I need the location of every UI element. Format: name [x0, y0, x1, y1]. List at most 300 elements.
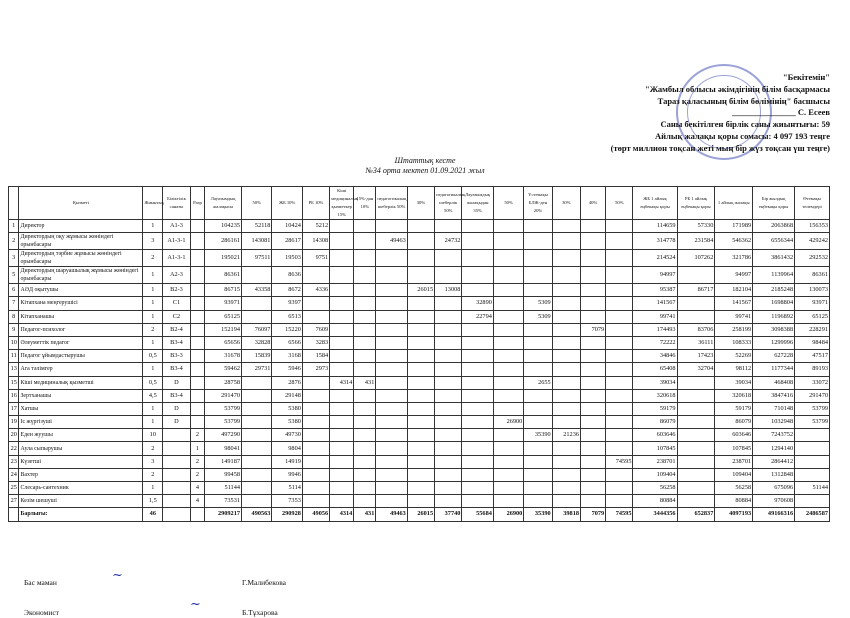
table-cell — [354, 336, 376, 349]
table-cell — [581, 220, 606, 233]
economist-label: Экономист — [24, 608, 59, 617]
table-cell — [606, 220, 633, 233]
table-cell: 2909217 — [205, 508, 242, 521]
table-cell — [581, 402, 606, 415]
table-cell — [606, 233, 633, 250]
table-cell — [435, 220, 462, 233]
table-cell — [606, 310, 633, 323]
table-cell — [302, 402, 329, 415]
table-cell — [493, 482, 523, 495]
table-cell — [407, 416, 434, 429]
table-cell — [302, 442, 329, 455]
table-cell: 2655 — [524, 376, 552, 389]
table-cell: 7609 — [302, 323, 329, 336]
table-cell: 39034 — [633, 376, 677, 389]
table-cell — [354, 363, 376, 376]
table-cell: 497290 — [205, 429, 242, 442]
table-cell — [190, 220, 205, 233]
table-cell — [524, 323, 552, 336]
table-cell: 4 — [190, 495, 205, 508]
table-cell: 4336 — [302, 284, 329, 297]
table-cell — [407, 250, 434, 267]
table-cell: 3283 — [302, 336, 329, 349]
table-cell — [190, 297, 205, 310]
table-cell — [462, 220, 493, 233]
table-cell: 108333 — [715, 336, 753, 349]
table-cell — [302, 468, 329, 481]
column-header: Біліктілік санаты — [163, 187, 190, 220]
table-cell: 35390 — [524, 429, 552, 442]
table-cell — [677, 402, 715, 415]
table-row — [9, 350, 830, 363]
table-cell: 49056 — [302, 508, 329, 521]
table-cell — [581, 416, 606, 429]
table-cell — [677, 442, 715, 455]
table-cell — [524, 495, 552, 508]
table-cell: 0,5 — [143, 376, 163, 389]
table-cell — [493, 376, 523, 389]
table-cell: 25 — [9, 482, 19, 495]
table-cell: 32890 — [462, 297, 493, 310]
position-cell: Слесарь-сантехник — [19, 482, 143, 495]
table-cell — [302, 429, 329, 442]
table-cell — [581, 429, 606, 442]
table-cell — [581, 468, 606, 481]
table-cell: 49166316 — [753, 508, 795, 521]
table-cell: 26900 — [493, 508, 523, 521]
table-cell — [330, 442, 354, 455]
table-cell: 15839 — [242, 350, 272, 363]
approval-line: Айлық жалақы қоры сомасы: 4 097 193 теңге — [655, 130, 830, 141]
table-cell: 5946 — [272, 363, 302, 376]
table-cell — [407, 482, 434, 495]
table-cell — [354, 310, 376, 323]
position-cell: Іс жүргізуші — [19, 416, 143, 429]
table-cell: 4314 — [330, 376, 354, 389]
table-cell — [376, 455, 407, 468]
table-cell — [330, 267, 354, 284]
table-cell — [552, 220, 580, 233]
table-cell: 8636 — [272, 267, 302, 284]
table-cell: 74595 — [606, 508, 633, 521]
table-cell — [524, 482, 552, 495]
total-row — [9, 508, 830, 521]
table-cell: 4097193 — [715, 508, 753, 521]
table-cell — [354, 350, 376, 363]
table-cell: А1-3 — [163, 220, 190, 233]
table-row — [9, 455, 830, 468]
table-cell: 86715 — [205, 284, 242, 297]
table-cell — [462, 416, 493, 429]
table-cell — [493, 495, 523, 508]
table-cell — [524, 220, 552, 233]
table-cell — [462, 284, 493, 297]
table-cell: 76097 — [242, 323, 272, 336]
table-cell: 603646 — [715, 429, 753, 442]
table-cell: 4314 — [330, 508, 354, 521]
table-row — [9, 220, 830, 233]
table-cell — [354, 455, 376, 468]
table-cell — [581, 389, 606, 402]
table-cell — [242, 468, 272, 481]
table-cell — [524, 416, 552, 429]
table-cell: 26015 — [407, 284, 434, 297]
table-cell — [435, 350, 462, 363]
table-cell: 51144 — [205, 482, 242, 495]
table-cell — [493, 250, 523, 267]
table-cell — [552, 468, 580, 481]
approval-line: Тараз қаласының білім бөлімінің" басшысы — [657, 95, 830, 106]
table-cell: 65125 — [795, 310, 830, 323]
table-cell: 171989 — [715, 220, 753, 233]
table-cell — [376, 442, 407, 455]
table-cell: 98112 — [715, 363, 753, 376]
table-cell — [376, 376, 407, 389]
table-cell: 99741 — [715, 310, 753, 323]
table-cell — [677, 495, 715, 508]
table-row — [9, 336, 830, 349]
table-cell: 47517 — [795, 350, 830, 363]
table-cell — [376, 250, 407, 267]
table-cell: 80884 — [633, 495, 677, 508]
table-cell — [493, 323, 523, 336]
table-cell: 490563 — [242, 508, 272, 521]
table-cell: 28617 — [272, 233, 302, 250]
table-cell — [677, 376, 715, 389]
table-cell — [677, 267, 715, 284]
table-cell — [677, 297, 715, 310]
table-cell — [376, 310, 407, 323]
table-cell — [330, 310, 354, 323]
table-cell — [435, 267, 462, 284]
table-cell — [435, 363, 462, 376]
table-cell: 1,5 — [143, 495, 163, 508]
position-cell: Күзетші — [19, 455, 143, 468]
table-row — [9, 233, 830, 250]
table-cell: 3847416 — [753, 389, 795, 402]
table-cell — [163, 468, 190, 481]
table-cell — [462, 376, 493, 389]
table-cell: 2185248 — [753, 284, 795, 297]
table-cell — [462, 455, 493, 468]
position-cell: Хатшы — [19, 402, 143, 415]
table-cell — [435, 336, 462, 349]
table-cell — [407, 310, 434, 323]
table-cell: 94997 — [715, 267, 753, 284]
table-cell: 1584 — [302, 350, 329, 363]
table-cell — [242, 429, 272, 442]
table-cell — [407, 363, 434, 376]
position-cell: Вахтер — [19, 468, 143, 481]
table-cell: В3-4 — [163, 363, 190, 376]
table-cell: 33072 — [795, 376, 830, 389]
table-cell — [302, 455, 329, 468]
table-cell: 10424 — [272, 220, 302, 233]
table-cell: D — [163, 416, 190, 429]
table-cell — [795, 442, 830, 455]
table-cell: 652837 — [677, 508, 715, 521]
table-row — [9, 442, 830, 455]
table-cell: 28758 — [205, 376, 242, 389]
table-cell — [435, 376, 462, 389]
table-cell: 97511 — [242, 250, 272, 267]
table-cell: 320618 — [633, 389, 677, 402]
position-cell: Аула сыпырушы — [19, 442, 143, 455]
column-header: 50% — [493, 187, 523, 220]
table-cell — [407, 389, 434, 402]
table-cell: 7353 — [272, 495, 302, 508]
table-cell — [354, 297, 376, 310]
table-cell — [581, 455, 606, 468]
table-cell — [354, 402, 376, 415]
document-title — [0, 156, 850, 176]
table-cell: 1698804 — [753, 297, 795, 310]
table-cell — [552, 376, 580, 389]
table-cell — [190, 323, 205, 336]
table-cell: 59179 — [633, 402, 677, 415]
column-header: Кіші медициналық қызметкер 15% — [330, 187, 354, 220]
table-cell — [462, 363, 493, 376]
table-cell — [302, 482, 329, 495]
table-cell: 3444356 — [633, 508, 677, 521]
table-cell — [581, 442, 606, 455]
table-cell: 1196892 — [753, 310, 795, 323]
table-cell: 431 — [354, 376, 376, 389]
column-header: ЖБ 1 айлық еңбекақы қоры — [633, 187, 677, 220]
table-cell — [242, 389, 272, 402]
table-cell: С2 — [163, 310, 190, 323]
table-cell — [606, 267, 633, 284]
table-cell: 98041 — [205, 442, 242, 455]
table-cell: 1 — [143, 220, 163, 233]
position-cell: Педагог-психолог — [19, 323, 143, 336]
table-cell: 290928 — [272, 508, 302, 521]
table-cell: 31678 — [205, 350, 242, 363]
table-cell — [581, 495, 606, 508]
table-cell — [376, 220, 407, 233]
table-cell: 149187 — [205, 455, 242, 468]
table-cell — [354, 267, 376, 284]
table-cell — [435, 429, 462, 442]
table-cell: 3 — [9, 250, 19, 267]
table-cell: 55684 — [462, 508, 493, 521]
table-cell: 130073 — [795, 284, 830, 297]
table-cell — [606, 336, 633, 349]
table-cell — [493, 220, 523, 233]
table-cell — [462, 250, 493, 267]
table-cell — [524, 350, 552, 363]
table-cell — [795, 455, 830, 468]
table-cell — [606, 363, 633, 376]
economist-name: Б.Тұхарова — [242, 608, 278, 617]
table-cell — [435, 402, 462, 415]
column-header: Жиынтық — [143, 187, 163, 220]
table-cell — [795, 468, 830, 481]
table-cell — [435, 455, 462, 468]
chief-signature: ~ — [112, 568, 123, 583]
table-cell — [407, 455, 434, 468]
column-header: РБ 1 айлық еңбекақы қоры — [677, 187, 715, 220]
table-cell: 429242 — [795, 233, 830, 250]
table-cell: 29148 — [272, 389, 302, 402]
table-cell — [606, 468, 633, 481]
table-cell: 49463 — [376, 233, 407, 250]
table-cell — [354, 323, 376, 336]
position-cell: Директордың тәрбие жұмысы жөніндегі орынбасары — [19, 250, 143, 267]
table-cell: 258199 — [715, 323, 753, 336]
table-cell — [163, 508, 190, 521]
column-header: 40% — [581, 187, 606, 220]
table-cell: 6556344 — [753, 233, 795, 250]
table-cell: 3 — [143, 455, 163, 468]
table-cell: 675096 — [753, 482, 795, 495]
table-cell — [606, 495, 633, 508]
table-cell: 2 — [190, 468, 205, 481]
table-cell — [242, 267, 272, 284]
table-cell — [163, 455, 190, 468]
table-cell — [190, 363, 205, 376]
table-cell: 291470 — [795, 389, 830, 402]
table-cell: 9946 — [272, 468, 302, 481]
table-cell — [376, 482, 407, 495]
table-cell: 83706 — [677, 323, 715, 336]
table-cell — [376, 468, 407, 481]
table-cell: 9397 — [272, 297, 302, 310]
table-body — [9, 220, 830, 522]
table-cell — [552, 389, 580, 402]
table-cell: 2 — [143, 323, 163, 336]
table-cell: 2063868 — [753, 220, 795, 233]
chief-label: Бас маман — [24, 578, 57, 587]
table-cell — [376, 429, 407, 442]
table-cell: 1 — [143, 297, 163, 310]
table-cell — [163, 495, 190, 508]
table-cell: 2 — [143, 442, 163, 455]
column-header: РБ 10% — [302, 187, 329, 220]
table-cell — [330, 482, 354, 495]
table-cell — [330, 323, 354, 336]
table-cell — [190, 310, 205, 323]
table-cell: 93971 — [205, 297, 242, 310]
table-cell: 5309 — [524, 310, 552, 323]
table-cell — [190, 267, 205, 284]
position-cell: Директордың оқу жұмысы жөніндегі орынбасары — [19, 233, 143, 250]
table-cell — [435, 323, 462, 336]
table-cell — [552, 267, 580, 284]
table-cell: 291470 — [205, 389, 242, 402]
table-cell — [493, 233, 523, 250]
table-cell: 95387 — [633, 284, 677, 297]
table-cell — [552, 297, 580, 310]
table-cell: 238701 — [633, 455, 677, 468]
column-header: 1 айлық жалақы — [715, 187, 753, 220]
table-cell: 1 — [143, 267, 163, 284]
table-cell — [462, 389, 493, 402]
column-header — [9, 187, 19, 220]
table-cell — [462, 482, 493, 495]
column-header: Лауазымдық жалақысы — [205, 187, 242, 220]
table-cell — [242, 402, 272, 415]
table-cell — [190, 336, 205, 349]
table-cell: 3861432 — [753, 250, 795, 267]
table-cell — [462, 267, 493, 284]
table-cell — [606, 376, 633, 389]
table-cell — [376, 267, 407, 284]
table-cell — [376, 416, 407, 429]
table-cell — [493, 468, 523, 481]
column-header: 50% — [606, 187, 633, 220]
table-cell: 1 — [143, 402, 163, 415]
table-cell — [493, 363, 523, 376]
table-cell: 107845 — [633, 442, 677, 455]
approval-line: _______________ С. Есеев — [732, 107, 830, 118]
table-cell: 99458 — [205, 468, 242, 481]
table-cell: С1 — [163, 297, 190, 310]
table-cell: 603646 — [633, 429, 677, 442]
table-cell: 73531 — [205, 495, 242, 508]
table-row — [9, 284, 830, 297]
position-cell: Еден жуушы — [19, 429, 143, 442]
approval-block — [611, 72, 830, 155]
table-cell — [493, 284, 523, 297]
table-cell: 1139964 — [753, 267, 795, 284]
economist-signature: ~ — [190, 597, 201, 612]
table-cell — [606, 442, 633, 455]
table-cell: 53799 — [795, 402, 830, 415]
table-cell: 141567 — [633, 297, 677, 310]
table-cell: 29731 — [242, 363, 272, 376]
table-cell — [302, 389, 329, 402]
position-cell: Кітапхана меңгерушісі — [19, 297, 143, 310]
table-cell — [493, 402, 523, 415]
table-cell — [376, 495, 407, 508]
table-cell: 2876 — [272, 376, 302, 389]
table-cell — [552, 250, 580, 267]
table-cell: 1 — [190, 442, 205, 455]
table-cell: 1 — [143, 416, 163, 429]
table-cell — [795, 495, 830, 508]
table-cell — [330, 468, 354, 481]
table-row — [9, 416, 830, 429]
table-cell — [242, 297, 272, 310]
table-cell: А2-3 — [163, 267, 190, 284]
table-cell: 86717 — [677, 284, 715, 297]
table-cell: D — [163, 376, 190, 389]
table-cell: 182104 — [715, 284, 753, 297]
table-cell — [435, 416, 462, 429]
table-cell: 80884 — [715, 495, 753, 508]
table-cell — [163, 482, 190, 495]
table-cell: 37740 — [435, 508, 462, 521]
table-cell: 468408 — [753, 376, 795, 389]
table-cell — [581, 250, 606, 267]
table-cell — [330, 336, 354, 349]
table-cell — [581, 297, 606, 310]
table-cell — [606, 416, 633, 429]
table-cell: 321786 — [715, 250, 753, 267]
table-cell — [552, 455, 580, 468]
table-cell — [581, 267, 606, 284]
table-cell: 52118 — [242, 220, 272, 233]
table-cell: В2-4 — [163, 323, 190, 336]
table-cell: 8 — [9, 310, 19, 323]
table-cell: 107262 — [677, 250, 715, 267]
table-cell: 9751 — [302, 250, 329, 267]
position-cell: АӘД оқытушы — [19, 284, 143, 297]
table-row — [9, 482, 830, 495]
table-cell — [552, 416, 580, 429]
table-cell — [376, 363, 407, 376]
